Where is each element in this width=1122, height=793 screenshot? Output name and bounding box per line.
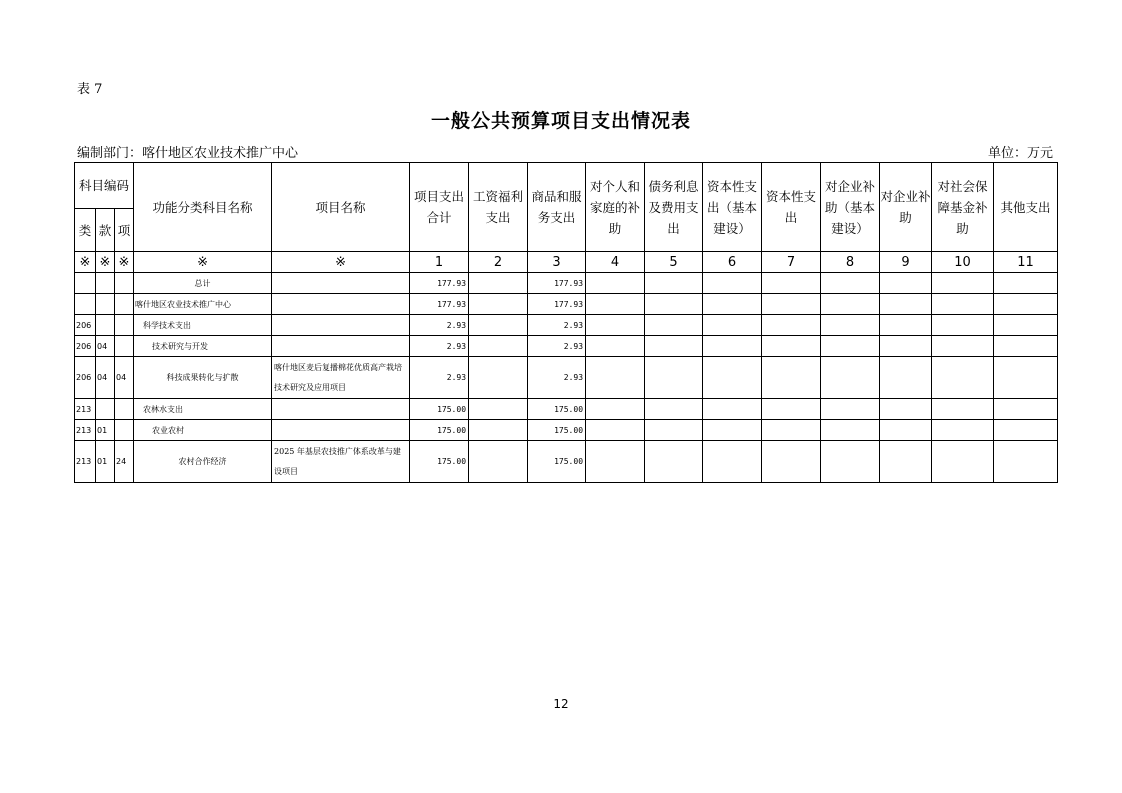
project-name-cell — [272, 399, 410, 420]
empty-cell — [586, 336, 645, 357]
empty-cell — [880, 273, 932, 294]
symbol-cell: ※ — [75, 252, 96, 273]
header-lei: 类 — [75, 209, 96, 252]
empty-cell — [932, 294, 994, 315]
empty-cell — [880, 420, 932, 441]
xiang-cell — [115, 294, 134, 315]
empty-cell — [762, 294, 821, 315]
kuan-cell: 01 — [96, 441, 115, 483]
header-col-6: 资本性支出（基本建设） — [703, 163, 762, 252]
empty-cell — [645, 420, 703, 441]
empty-cell — [994, 294, 1058, 315]
header-col-3: 商品和服务支出 — [528, 163, 586, 252]
empty-cell — [994, 420, 1058, 441]
function-name-cell: 总计 — [134, 273, 272, 294]
empty-cell — [880, 336, 932, 357]
page-number: 12 — [553, 697, 569, 711]
total-cell: 175.00 — [410, 441, 469, 483]
goods-services-cell: 2.93 — [528, 357, 586, 399]
lei-cell — [75, 273, 96, 294]
empty-cell — [994, 336, 1058, 357]
project-name-cell — [272, 336, 410, 357]
table-row — [75, 420, 1058, 441]
empty-cell — [932, 441, 994, 483]
empty-cell — [932, 420, 994, 441]
salary-cell — [469, 273, 528, 294]
empty-cell — [586, 420, 645, 441]
unit-label: 单位：万元 — [987, 146, 1053, 161]
empty-cell — [994, 273, 1058, 294]
project-name-cell: 2025 年基层农技推广体系改革与建设项目 — [272, 441, 410, 483]
goods-services-cell: 2.93 — [528, 315, 586, 336]
empty-cell — [932, 357, 994, 399]
empty-cell — [762, 420, 821, 441]
empty-cell — [703, 399, 762, 420]
function-name-cell: 技术研究与开发 — [134, 336, 272, 357]
empty-cell — [994, 315, 1058, 336]
table-row — [75, 315, 1058, 336]
empty-cell — [703, 420, 762, 441]
project-name-cell: 喀什地区麦后复播棉花优质高产栽培技术研究及应用项目 — [272, 357, 410, 399]
empty-cell — [932, 399, 994, 420]
salary-cell — [469, 336, 528, 357]
empty-cell — [821, 315, 880, 336]
function-name-cell: 喀什地区农业技术推广中心 — [134, 294, 272, 315]
empty-cell — [645, 357, 703, 399]
symbol-cell: ※ — [96, 252, 115, 273]
project-name-cell — [272, 273, 410, 294]
empty-cell — [762, 441, 821, 483]
header-code-group: 科目编码 — [75, 163, 134, 209]
empty-cell — [645, 273, 703, 294]
empty-cell — [994, 357, 1058, 399]
total-cell: 2.93 — [410, 336, 469, 357]
empty-cell — [586, 441, 645, 483]
empty-cell — [880, 294, 932, 315]
symbol-cell: ※ — [272, 252, 410, 273]
goods-services-cell: 177.93 — [528, 273, 586, 294]
page-title: 一般公共预算项目支出情况表 — [430, 110, 691, 132]
header-col-2: 工资福利支出 — [469, 163, 528, 252]
salary-cell — [469, 357, 528, 399]
empty-cell — [645, 336, 703, 357]
total-cell: 2.93 — [410, 357, 469, 399]
lei-cell: 206 — [75, 315, 96, 336]
empty-cell — [703, 315, 762, 336]
kuan-cell — [96, 399, 115, 420]
function-name-cell: 农村合作经济 — [134, 441, 272, 483]
empty-cell — [821, 399, 880, 420]
empty-cell — [586, 399, 645, 420]
salary-cell — [469, 294, 528, 315]
empty-cell — [821, 336, 880, 357]
empty-cell — [880, 315, 932, 336]
header-col-4: 对个人和家庭的补助 — [586, 163, 645, 252]
project-name-cell — [272, 315, 410, 336]
empty-cell — [645, 441, 703, 483]
empty-cell — [932, 273, 994, 294]
lei-cell: 206 — [75, 357, 96, 399]
project-name-cell — [272, 420, 410, 441]
lei-cell: 213 — [75, 441, 96, 483]
total-cell: 177.93 — [410, 273, 469, 294]
empty-cell — [762, 315, 821, 336]
function-name-cell: 农业农村 — [134, 420, 272, 441]
empty-cell — [762, 336, 821, 357]
lei-cell — [75, 294, 96, 315]
header-col-9: 对企业补助 — [880, 163, 932, 252]
header-function-name: 功能分类科目名称 — [134, 163, 272, 252]
column-number-cell: 1 — [410, 252, 469, 273]
symbol-cell: ※ — [134, 252, 272, 273]
goods-services-cell: 177.93 — [528, 294, 586, 315]
total-cell: 175.00 — [410, 420, 469, 441]
kuan-cell — [96, 273, 115, 294]
salary-cell — [469, 420, 528, 441]
xiang-cell — [115, 273, 134, 294]
salary-cell — [469, 315, 528, 336]
goods-services-cell: 175.00 — [528, 399, 586, 420]
header-col-11: 其他支出 — [994, 163, 1058, 252]
column-number-cell: 9 — [880, 252, 932, 273]
xiang-cell — [115, 336, 134, 357]
table-row — [75, 399, 1058, 420]
column-number-cell: 2 — [469, 252, 528, 273]
empty-cell — [645, 315, 703, 336]
salary-cell — [469, 399, 528, 420]
function-name-cell: 科学技术支出 — [134, 315, 272, 336]
empty-cell — [880, 399, 932, 420]
empty-cell — [703, 441, 762, 483]
empty-cell — [880, 357, 932, 399]
kuan-cell: 01 — [96, 420, 115, 441]
kuan-cell — [96, 315, 115, 336]
header-kuan: 款 — [96, 209, 115, 252]
empty-cell — [645, 294, 703, 315]
empty-cell — [703, 273, 762, 294]
goods-services-cell: 2.93 — [528, 336, 586, 357]
column-number-cell: 8 — [821, 252, 880, 273]
header-project-name: 项目名称 — [272, 163, 410, 252]
empty-cell — [586, 273, 645, 294]
salary-cell — [469, 441, 528, 483]
empty-cell — [994, 441, 1058, 483]
empty-cell — [821, 420, 880, 441]
function-name-cell: 农林水支出 — [134, 399, 272, 420]
total-cell: 2.93 — [410, 315, 469, 336]
empty-cell — [762, 399, 821, 420]
total-cell: 177.93 — [410, 294, 469, 315]
xiang-cell — [115, 315, 134, 336]
empty-cell — [821, 441, 880, 483]
goods-services-cell: 175.00 — [528, 420, 586, 441]
header-col-10: 对社会保障基金补助 — [932, 163, 994, 252]
column-number-cell: 10 — [932, 252, 994, 273]
header-col-7: 资本性支出 — [762, 163, 821, 252]
project-name-cell — [272, 294, 410, 315]
symbol-row — [75, 252, 1058, 273]
goods-services-cell: 175.00 — [528, 441, 586, 483]
empty-cell — [932, 315, 994, 336]
empty-cell — [932, 336, 994, 357]
column-number-cell: 4 — [586, 252, 645, 273]
kuan-cell — [96, 294, 115, 315]
department-label: 编制部门：喀什地区农业技术推广中心 — [77, 146, 299, 161]
symbol-cell: ※ — [115, 252, 134, 273]
column-number-cell: 7 — [762, 252, 821, 273]
empty-cell — [586, 294, 645, 315]
table-row — [75, 273, 1058, 294]
empty-cell — [762, 357, 821, 399]
table-row — [75, 336, 1058, 357]
xiang-cell — [115, 420, 134, 441]
empty-cell — [586, 315, 645, 336]
empty-cell — [703, 336, 762, 357]
header-col-5: 债务利息及费用支出 — [645, 163, 703, 252]
empty-cell — [703, 357, 762, 399]
empty-cell — [762, 273, 821, 294]
table-row — [75, 441, 1058, 483]
empty-cell — [586, 357, 645, 399]
column-number-cell: 6 — [703, 252, 762, 273]
xiang-cell: 04 — [115, 357, 134, 399]
table-row — [75, 294, 1058, 315]
empty-cell — [821, 357, 880, 399]
header-col-1: 项目支出合计 — [410, 163, 469, 252]
column-number-cell: 5 — [645, 252, 703, 273]
empty-cell — [703, 294, 762, 315]
column-number-cell: 11 — [994, 252, 1058, 273]
empty-cell — [880, 441, 932, 483]
kuan-cell: 04 — [96, 336, 115, 357]
empty-cell — [994, 399, 1058, 420]
lei-cell: 206 — [75, 336, 96, 357]
xiang-cell — [115, 399, 134, 420]
column-number-cell: 3 — [528, 252, 586, 273]
header-xiang: 项 — [115, 209, 134, 252]
table-row — [75, 357, 1058, 399]
header-col-8: 对企业补助（基本建设） — [821, 163, 880, 252]
total-cell: 175.00 — [410, 399, 469, 420]
table-number: 表 7 — [77, 82, 103, 97]
budget-table — [74, 162, 1058, 483]
kuan-cell: 04 — [96, 357, 115, 399]
xiang-cell: 24 — [115, 441, 134, 483]
function-name-cell: 科技成果转化与扩散 — [134, 357, 272, 399]
empty-cell — [821, 294, 880, 315]
empty-cell — [821, 273, 880, 294]
lei-cell: 213 — [75, 420, 96, 441]
empty-cell — [645, 399, 703, 420]
lei-cell: 213 — [75, 399, 96, 420]
